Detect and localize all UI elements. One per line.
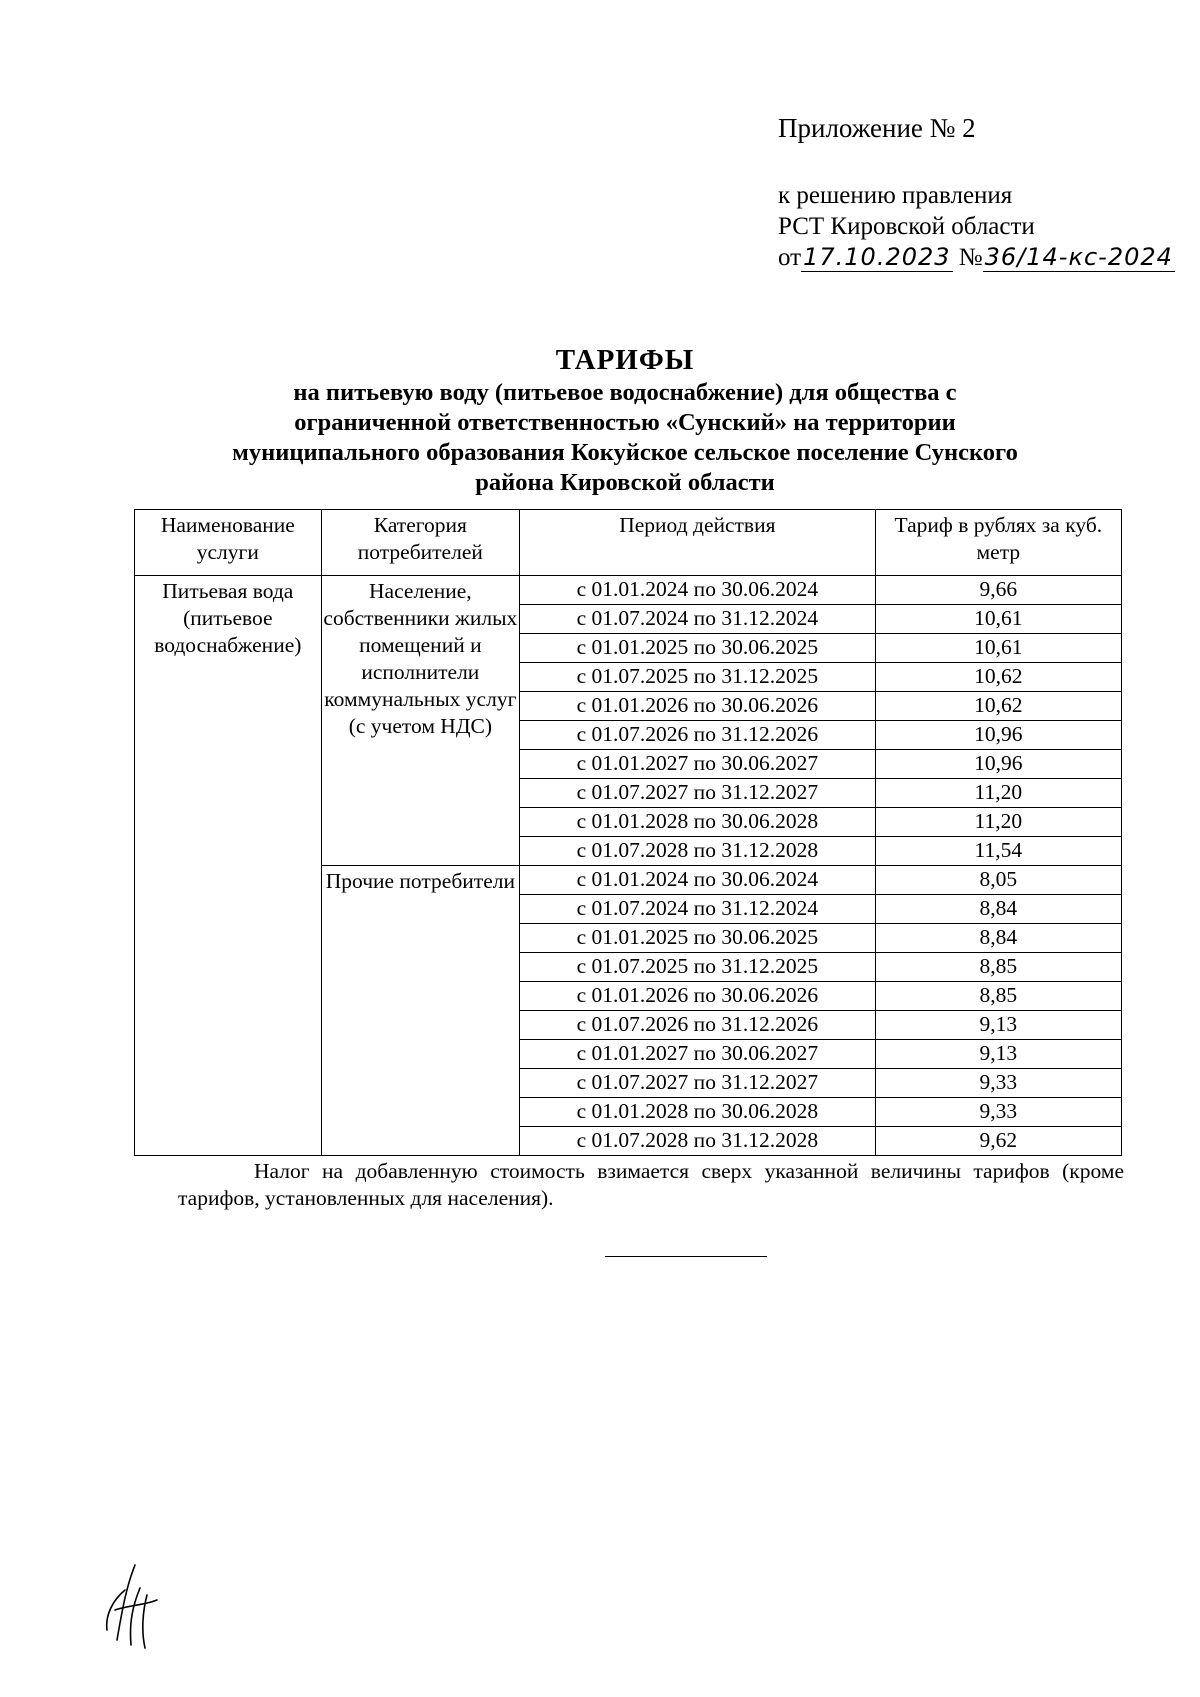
table-row <box>135 576 1122 605</box>
decision-line-1: к решению правления <box>778 182 1013 209</box>
signature-mark <box>95 1560 175 1650</box>
document-title <box>130 342 1120 498</box>
period-cell: с 01.01.2026 по 30.06.2026 <box>520 692 876 721</box>
decision-date: 17.10.2023 <box>803 243 951 271</box>
period-cell: с 01.07.2027 по 31.12.2027 <box>520 1069 876 1098</box>
decision-line-2: РСТ Кировской области <box>778 213 1035 240</box>
period-cell: с 01.07.2025 по 31.12.2025 <box>520 953 876 982</box>
tariff-cell: 10,61 <box>875 605 1121 634</box>
tariff-cell: 10,61 <box>875 634 1121 663</box>
period-cell: с 01.01.2024 по 30.06.2024 <box>520 576 876 605</box>
tariff-table <box>134 509 1122 1156</box>
period-cell: с 01.01.2027 по 30.06.2027 <box>520 750 876 779</box>
tariff-cell: 8,85 <box>875 953 1121 982</box>
period-cell: с 01.07.2026 по 31.12.2026 <box>520 721 876 750</box>
category-name: Прочие потребители <box>325 869 515 893</box>
service-name: Питьевая вода (питьевое водоснабжение) <box>154 579 302 657</box>
period-cell: с 01.01.2027 по 30.06.2027 <box>520 1040 876 1069</box>
tariff-cell: 9,33 <box>875 1069 1121 1098</box>
tariff-cell: 9,62 <box>875 1127 1121 1156</box>
header-period: Период действия <box>520 510 876 576</box>
tariff-cell: 8,05 <box>875 866 1121 895</box>
period-cell: с 01.01.2028 по 30.06.2028 <box>520 808 876 837</box>
tariff-cell: 8,84 <box>875 895 1121 924</box>
category-cell <box>321 576 519 866</box>
header-tariff: Тариф в рублях за куб. метр <box>875 510 1121 576</box>
appendix-label: Приложение № 2 <box>778 113 976 143</box>
tariff-cell: 10,62 <box>875 663 1121 692</box>
subtitle-line-3: муниципального образования Кокуйское сельское поселение Сунского <box>232 439 1018 466</box>
period-cell: с 01.07.2024 по 31.12.2024 <box>520 605 876 634</box>
subtitle-line-4: района Кировской области <box>475 469 775 496</box>
table-header-row <box>135 510 1122 576</box>
header-service: Наименование услуги <box>135 510 322 576</box>
tariff-cell: 11,20 <box>875 779 1121 808</box>
period-cell: с 01.01.2025 по 30.06.2025 <box>520 924 876 953</box>
tariff-cell: 8,84 <box>875 924 1121 953</box>
period-cell: с 01.07.2028 по 31.12.2028 <box>520 1127 876 1156</box>
period-cell: с 01.07.2025 по 31.12.2025 <box>520 663 876 692</box>
closing-divider <box>605 1256 767 1257</box>
decision-number: 36/14-кс-2024 <box>984 243 1173 271</box>
period-cell: с 01.01.2024 по 30.06.2024 <box>520 866 876 895</box>
number-prefix: № <box>958 244 983 271</box>
tariff-cell: 9,66 <box>875 576 1121 605</box>
period-cell: с 01.01.2026 по 30.06.2026 <box>520 982 876 1011</box>
date-prefix: от <box>778 244 802 271</box>
page-title: ТАРИФЫ <box>555 344 695 376</box>
category-cell <box>321 866 519 1156</box>
header-category: Категория потребителей <box>321 510 519 576</box>
period-cell: с 01.07.2024 по 31.12.2024 <box>520 895 876 924</box>
page-subtitle <box>130 378 1120 498</box>
vat-note: Налог на добавленную стоимость взимается сверх указанной величины тарифов (кроме тарифов, установленных для населения). <box>178 1159 1124 1210</box>
tariff-cell: 10,96 <box>875 721 1121 750</box>
decision-date-line <box>778 242 1175 273</box>
tariff-cell: 10,96 <box>875 750 1121 779</box>
subtitle-line-1: на питьевую воду (питьевое водоснабжение) для общества с <box>293 379 957 406</box>
tariff-cell: 9,13 <box>875 1011 1121 1040</box>
tariff-cell: 11,20 <box>875 808 1121 837</box>
decision-reference <box>778 180 1175 273</box>
period-cell: с 01.07.2027 по 31.12.2027 <box>520 779 876 808</box>
tariff-cell: 9,33 <box>875 1098 1121 1127</box>
tariff-cell: 11,54 <box>875 837 1121 866</box>
period-cell: с 01.07.2028 по 31.12.2028 <box>520 837 876 866</box>
tariff-cell: 10,62 <box>875 692 1121 721</box>
period-cell: с 01.01.2025 по 30.06.2025 <box>520 634 876 663</box>
tariff-table-body <box>135 576 1122 1156</box>
service-name-cell <box>135 576 322 1156</box>
tariff-cell: 8,85 <box>875 982 1121 1011</box>
category-name: Население, собственники жилых помещений и исполнители коммунальных услуг (с учетом НДС) <box>323 579 518 738</box>
tariff-cell: 9,13 <box>875 1040 1121 1069</box>
period-cell: с 01.07.2026 по 31.12.2026 <box>520 1011 876 1040</box>
subtitle-line-2: ограниченной ответственностью «Сунский» на территории <box>294 409 956 436</box>
period-cell: с 01.01.2028 по 30.06.2028 <box>520 1098 876 1127</box>
